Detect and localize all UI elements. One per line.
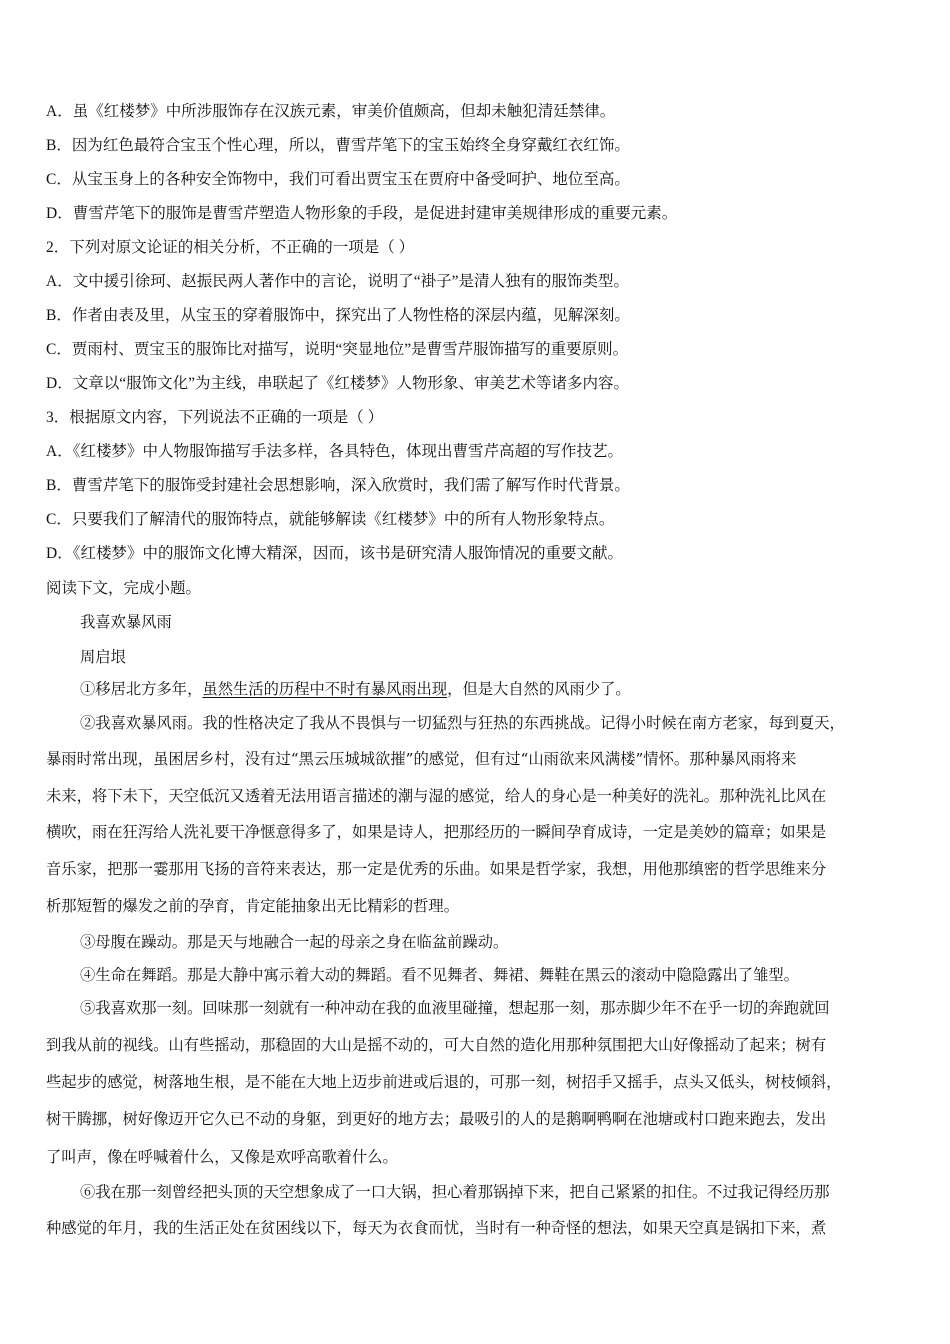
- q1-option-c: C．从宝玉身上的各种安全饰物中，我们可看出贾宝玉在贾府中备受呵护、地位至高。: [46, 171, 630, 188]
- p5-line: 树干腾挪，树好像迈开它久已不动的身躯，到更好的地方去；最吸引的人的是鹅啊鸭啊在池塘或村口跑来跑去，发出: [46, 1110, 827, 1128]
- q3-option-b: B．曹雪芹笔下的服饰受封建社会思想影响，深入欣赏时，我们需了解写作时代背景。: [46, 477, 630, 494]
- essay-paragraph-4: ④生命在舞蹈。那是大静中寓示着大动的舞蹈。看不见舞者、舞裙、舞鞋在黑云的滚动中隐隐露出了雏型。: [80, 966, 799, 984]
- q2-option-d: D．文章以“服饰文化”为主线，串联起了《红楼梦》人物形象、审美艺术等诸多内容。: [46, 375, 629, 392]
- q3-option-c: C．只要我们了解清代的服饰特点，就能够解读《红楼梦》中的所有人物形象特点。: [46, 511, 615, 528]
- essay-paragraph-1: [80, 682, 912, 697]
- p1-suffix: ，但是大自然的风雨少了。: [447, 680, 631, 698]
- q2-option-c: C．贾雨村、贾宝玉的服饰比对描写，说明“突显地位”是曹雪芹服饰描写的重要原则。: [46, 341, 629, 358]
- p2-line: 暴雨时常出现，虽困居乡村，没有过“黑云压城城欲摧”的感觉，但有过“山雨欲来风满楼”情怀。那种暴风雨将来: [46, 750, 797, 768]
- q3-option-a: A．《红楼梦》中人物服饰描写手法多样，各具特色，体现出曹雪芹高超的写作技艺。: [46, 443, 623, 460]
- essay-author: 周启垠: [80, 648, 126, 666]
- p2-line: 横吹，雨在狂泻给人洗礼要干净惬意得多了，如果是诗人，把那经历的一瞬间孕育成诗，一定是美妙的篇章；如果是: [46, 823, 827, 841]
- essay-title: 我喜欢暴风雨: [80, 613, 172, 631]
- p2-line: 析那短暂的爆发之前的孕育，肯定能抽象出无比精彩的哲理。: [46, 897, 460, 915]
- q1-option-a: A．虽《红楼梦》中所涉服饰存在汉族元素，审美价值颇高，但却未触犯清廷禁律。: [46, 103, 616, 120]
- q1-option-d: D．曹雪芹笔下的服饰是曹雪芹塑造人物形象的手段，是促进封建审美规律形成的重要元素。: [46, 205, 678, 222]
- p5-line: 到我从前的视线。山有些摇动，那稳固的大山是摇不动的，可大自然的造化用那种氛围把大山好像摇动了起来；树有: [46, 1036, 827, 1054]
- reading-instruction: 阅读下文，完成小题。: [46, 580, 202, 597]
- q3-stem: 3．根据原文内容，下列说法不正确的一项是（ ）: [46, 409, 384, 426]
- p2-line: ②我喜欢暴风雨。我的性格决定了我从不畏惧与一切猛烈与狂热的东西挑战。记得小时候在南方老家，每到夏天，: [80, 714, 845, 732]
- p5-line: 些起步的感觉，树落地生根，是不能在大地上迈步前进或后退的，可那一刻，树招手又摇手，点头又低头，树枝倾斜，: [46, 1073, 842, 1091]
- p5-line: ⑤我喜欢那一刻。回味那一刻就有一种冲动在我的血液里碰撞，想起那一刻，那赤脚少年不在乎一切的奔跑就回: [80, 999, 830, 1017]
- p1-prefix: ①移居北方多年，: [80, 680, 203, 698]
- q2-option-a: A．文中援引徐珂、赵振民两人著作中的言论，说明了“褂子”是清人独有的服饰类型。: [46, 273, 629, 290]
- essay-paragraph-3: ③母腹在躁动。那是天与地融合一起的母亲之身在临盆前躁动。: [80, 933, 509, 951]
- q1-option-b: B．因为红色最符合宝玉个性心理，所以，曹雪芹笔下的宝玉始终全身穿戴红衣红饰。: [46, 137, 630, 154]
- p5-line: 了叫声，像在呼喊着什么，又像是欢呼高歌着什么。: [46, 1148, 398, 1166]
- q3-option-d: D．《红楼梦》中的服饰文化博大精深，因而，该书是研究清人服饰情况的重要文献。: [46, 545, 623, 562]
- q2-option-b: B．作者由表及里，从宝玉的穿着服饰中，探究出了人物性格的深层内蕴，见解深刻。: [46, 307, 630, 324]
- p2-line: 音乐家，把那一霎那用飞扬的音符来表达，那一定是优秀的乐曲。如果是哲学家，我想，用他那缜密的哲学思维来分: [46, 860, 827, 878]
- p2-line: 未来，将下未下，天空低沉又透着无法用语言描述的潮与湿的感觉，给人的身心是一种美好的洗礼。那种洗礼比风在: [46, 787, 827, 805]
- p1-underlined-phrase: 虽然生活的历程中不时有暴风雨出现: [202, 680, 448, 698]
- q2-stem: 2．下列对原文论证的相关分析，不正确的一项是（ ）: [46, 239, 415, 256]
- p6-line: ⑥我在那一刻曾经把头顶的天空想象成了一口大锅，担心着那锅掉下来，把自己紧紧的扣住。不过我记得经历那: [80, 1183, 830, 1201]
- p6-line: 种感觉的年月，我的生活正处在贫困线以下，每天为衣食而忧，当时有一种奇怪的想法，如果天空真是锅扣下来，煮: [46, 1219, 827, 1237]
